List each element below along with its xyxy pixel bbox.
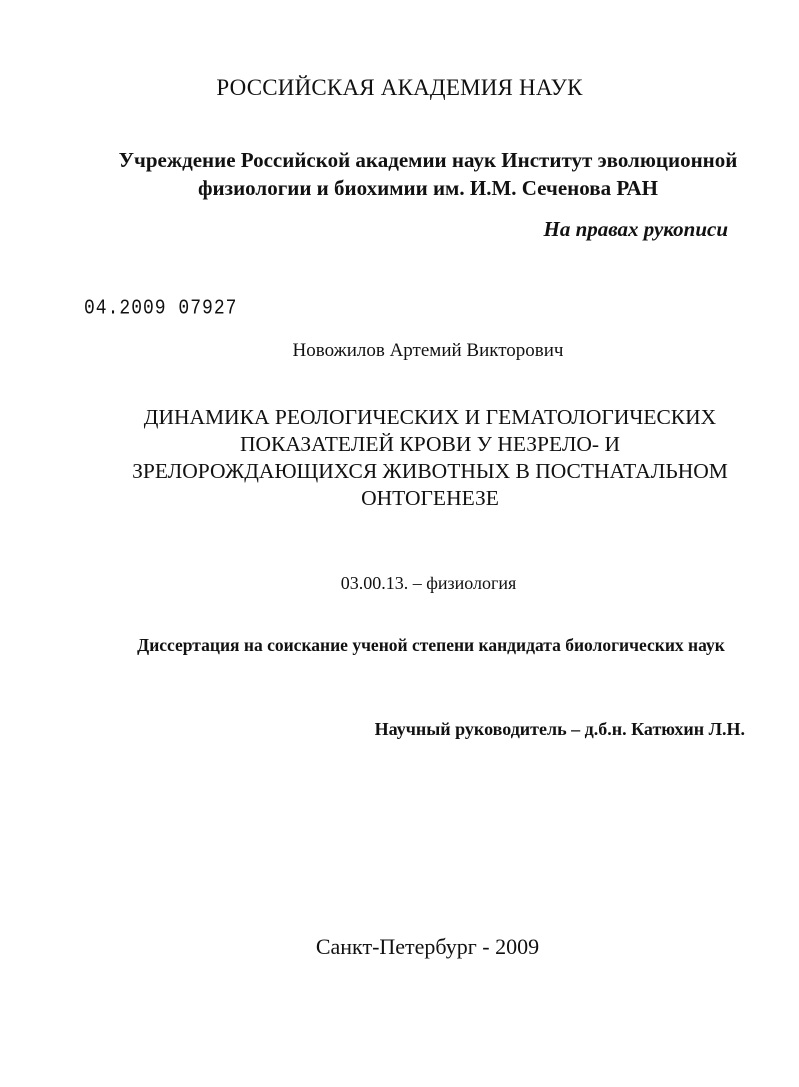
degree-statement: Диссертация на соискание ученой степени кандидата биологических наук <box>137 635 725 655</box>
city-year: Санкт-Петербург - 2009 <box>315 934 540 959</box>
scientific-supervisor: Научный руководитель – д.б.н. Катюхин Л.Н. <box>374 719 745 739</box>
manuscript-rights-note: На правах рукописи <box>543 217 728 241</box>
specialty-code: 03.00.13. – физиология <box>340 573 517 593</box>
author-name: Новожилов Артемий Викторович <box>292 340 564 361</box>
registry-stamp-number: 04.2009 07927 <box>84 296 238 321</box>
thesis-title-line: ОНТОГЕНЕЗЕ <box>361 486 499 510</box>
academy-name: РОССИЙСКАЯ АКАДЕМИЯ НАУК <box>216 75 583 100</box>
thesis-title-line: ДИНАМИКА РЕОЛОГИЧЕСКИХ И ГЕМАТОЛОГИЧЕСКИХ <box>143 405 717 429</box>
thesis-title <box>100 404 760 512</box>
institution-name: Учреждение Российской академии наук Институт эволюционной физиологии и биохимии им. И.М. Сеченова РАН <box>118 148 738 200</box>
thesis-title-line: ЗРЕЛОРОЖДАЮЩИХСЯ ЖИВОТНЫХ В ПОСТНАТАЛЬНОМ <box>132 459 728 483</box>
thesis-title-line: ПОКАЗАТЕЛЕЙ КРОВИ У НЕЗРЕЛО- И <box>240 432 620 456</box>
